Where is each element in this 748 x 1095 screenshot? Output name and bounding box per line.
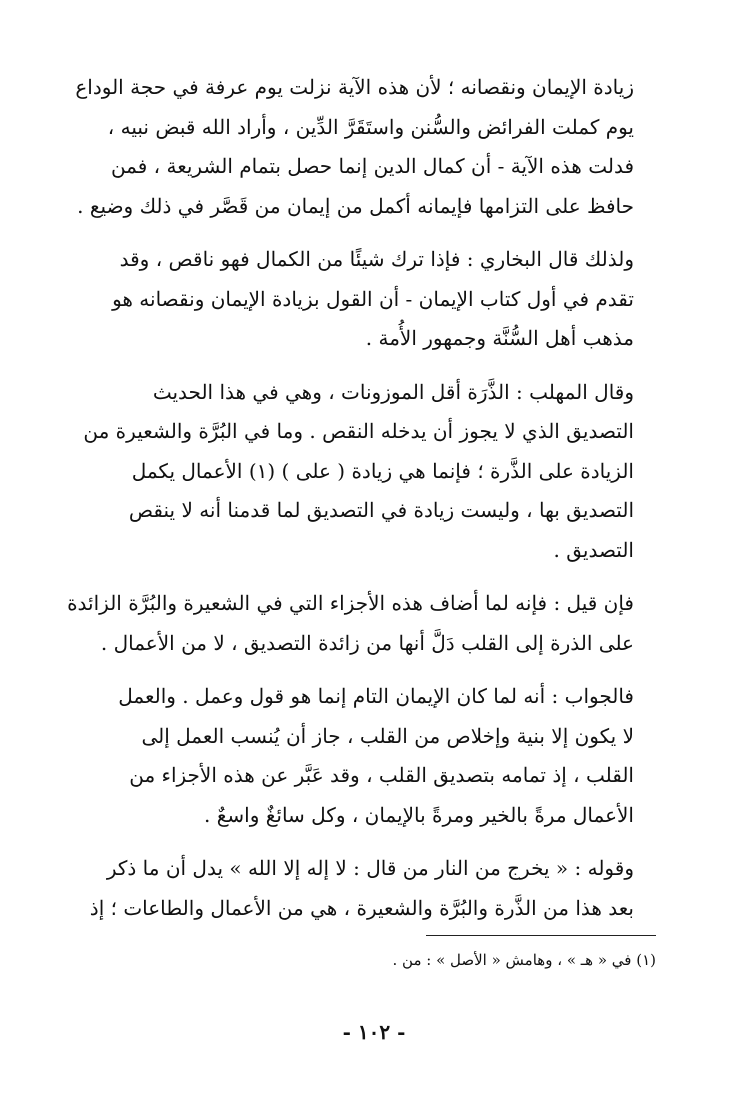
text-line: وقوله : « يخرج من النار من قال : لا إله إلا الله » يدل أن ما ذكر bbox=[106, 856, 634, 880]
text-line: على الذرة إلى القلب دَلَّ أنها من زائدة التصديق ، لا من الأعمال . bbox=[100, 630, 634, 655]
text-line: وقال المهلب : الذَّرَة أقل الموزونات ، وهي في هذا الحديث bbox=[152, 379, 634, 404]
footnote: (١) في « هـ » ، وهامش « الأصل » : من . bbox=[392, 951, 656, 969]
text-line: حافظ على التزامها فإيمانه أكمل من إيمان من قَصَّر في ذلك وضيع . bbox=[77, 193, 634, 218]
text-line: لا يكون إلا بنية وإخلاص من القلب ، جاز أن يُنسب العمل إلى bbox=[141, 723, 634, 748]
paragraph-4 bbox=[60, 584, 656, 663]
text-line: فالجواب : أنه لما كان الإيمان التام إنما هو قول وعمل . والعمل bbox=[118, 684, 634, 708]
text-line: مذهب أهل السُّنَّة وجمهور الأُمة . bbox=[365, 326, 634, 350]
text-line: القلب ، إذ تمامه بتصديق القلب ، وقد عَبَّر عن هذه الأجزاء من bbox=[129, 763, 634, 787]
text-line: التصديق الذي لا يجوز أن يدخله النقص . وما في البُرَّة والشعيرة من bbox=[83, 419, 634, 443]
text-line: زيادة الإيمان ونقصانه ؛ لأن هذه الآية نزلت يوم عرفة في حجة الوداع bbox=[75, 75, 634, 99]
paragraph-1 bbox=[60, 68, 656, 226]
footnote-separator bbox=[426, 935, 656, 936]
paragraph-3 bbox=[60, 373, 656, 571]
paragraph-2 bbox=[60, 240, 656, 359]
text-line: الزيادة على الذَّرة ؛ فإنما هي زيادة ( على ) (١) الأعمال يكمل bbox=[131, 458, 634, 483]
page-number: - ١٠٢ - bbox=[342, 1020, 406, 1044]
paragraph-6 bbox=[60, 849, 656, 928]
text-line: فإن قيل : فإنه لما أضاف هذه الأجزاء التي في الشعيرة والبُرَّة الزائدة bbox=[67, 591, 634, 615]
text-line: تقدم في أول كتاب الإيمان - أن القول بزيادة الإيمان ونقصانه هو bbox=[112, 286, 634, 311]
text-line: الأعمال مرةً بالخير ومرةً بالإيمان ، وكل سائغٌ واسعٌ . bbox=[204, 802, 634, 827]
text-line: ولذلك قال البخاري : فإذا ترك شيئًا من الكمال فهو ناقص ، وقد bbox=[119, 247, 634, 271]
text-line: يوم كملت الفرائض والسُّنن واستَقَرَّ الدِّين ، وأراد الله قبض نبيه ، bbox=[107, 114, 634, 139]
text-line: فدلت هذه الآية - أن كمال الدين إنما حصل بتمام الشريعة ، فمن bbox=[110, 154, 634, 178]
text-line: التصديق . bbox=[553, 537, 634, 562]
main-text bbox=[60, 68, 656, 942]
paragraph-5 bbox=[60, 677, 656, 835]
text-line: التصديق بها ، وليست زيادة في التصديق لما قدمنا أنه لا ينقص bbox=[128, 498, 634, 522]
text-line: بعد هذا من الذَّرة والبُرَّة والشعيرة ، هي من الأعمال والطاعات ؛ إذ bbox=[89, 895, 634, 920]
